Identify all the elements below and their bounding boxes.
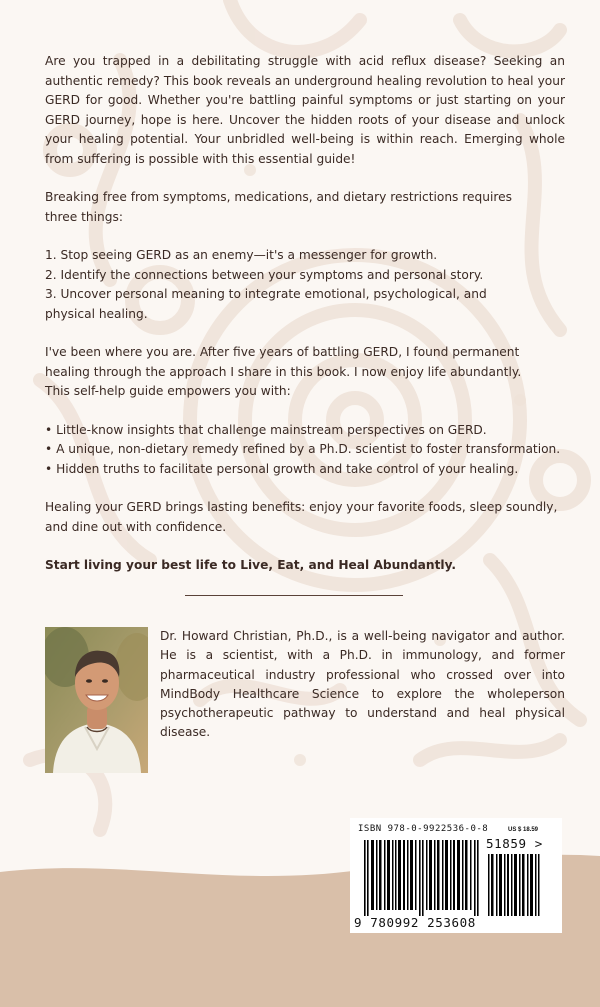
bullet-item: • Little-know insights that challenge mainstream perspectives on GERD. <box>45 422 487 437</box>
experience-paragraph: I've been where you are. After five years of battling GERD, I found permanent healing through the approach I share in this book. I now enjoy life abundantly. <box>45 345 522 379</box>
bullet-item: • A unique, non-dietary remedy refined by a Ph.D. scientist to foster transformation. <box>45 442 561 456</box>
isbn-barcode <box>350 818 562 933</box>
step-item: 2. Identify the connections between your symptoms and personal story. <box>45 267 484 282</box>
isbn-label: ISBN 978-0-9922536-0-8 <box>358 824 489 834</box>
bullet-item: • Hidden truths to facilitate personal growth and take control of your healing. <box>45 461 519 476</box>
intro-paragraph: Are you trapped in a debilitating struggle with acid reflux disease? Seeking an authentic remedy? This book reveals an underground healing revolution to heal your GERD for good. Whether you're battling painful symptoms or just starting on your GERD journey, hope is here. Uncover the hidden roots of your disease and unlock your healing potential. Your unbridled well-being is within reach. Emerging whole from suffering is possible with this essential guide! <box>45 54 565 166</box>
empowers-line: This self-help guide empowers you with: <box>45 384 291 398</box>
price-label: US $ 18.59 <box>508 827 539 833</box>
author-bio: Dr. Howard Christian, Ph.D., is a well-being navigator and author. He is a scientist, with a Ph.D. in immunology, and former pharmaceutical industry professional who crossed over into MindBody Healthcare Science to explore the wholeperson psychotherapeutic pathway to understand and heal physical disease. <box>160 629 565 740</box>
step-item: 3. Uncover personal meaning to integrate emotional, psychological, and physical healing. <box>45 287 487 321</box>
addon-bars <box>488 854 540 916</box>
breaking-free-paragraph: Breaking free from symptoms, medications, and dietary restrictions requires three things: <box>45 190 512 224</box>
step-item: 1. Stop seeing GERD as an enemy—it's a messenger for growth. <box>45 248 438 262</box>
ean-bars <box>364 840 480 916</box>
call-to-action: Start living your best life to Live, Eat, and Heal Abundantly. <box>45 558 457 572</box>
benefits-paragraph: Healing your GERD brings lasting benefits: enjoy your favorite foods, sleep soundly, and dine out with confidence. <box>45 500 558 534</box>
ean-digits: 9 780992 253608 <box>354 915 476 930</box>
author-photo <box>45 627 148 773</box>
addon-digits: 51859 > <box>486 836 543 851</box>
book-description <box>45 52 565 576</box>
section-divider <box>185 595 403 596</box>
